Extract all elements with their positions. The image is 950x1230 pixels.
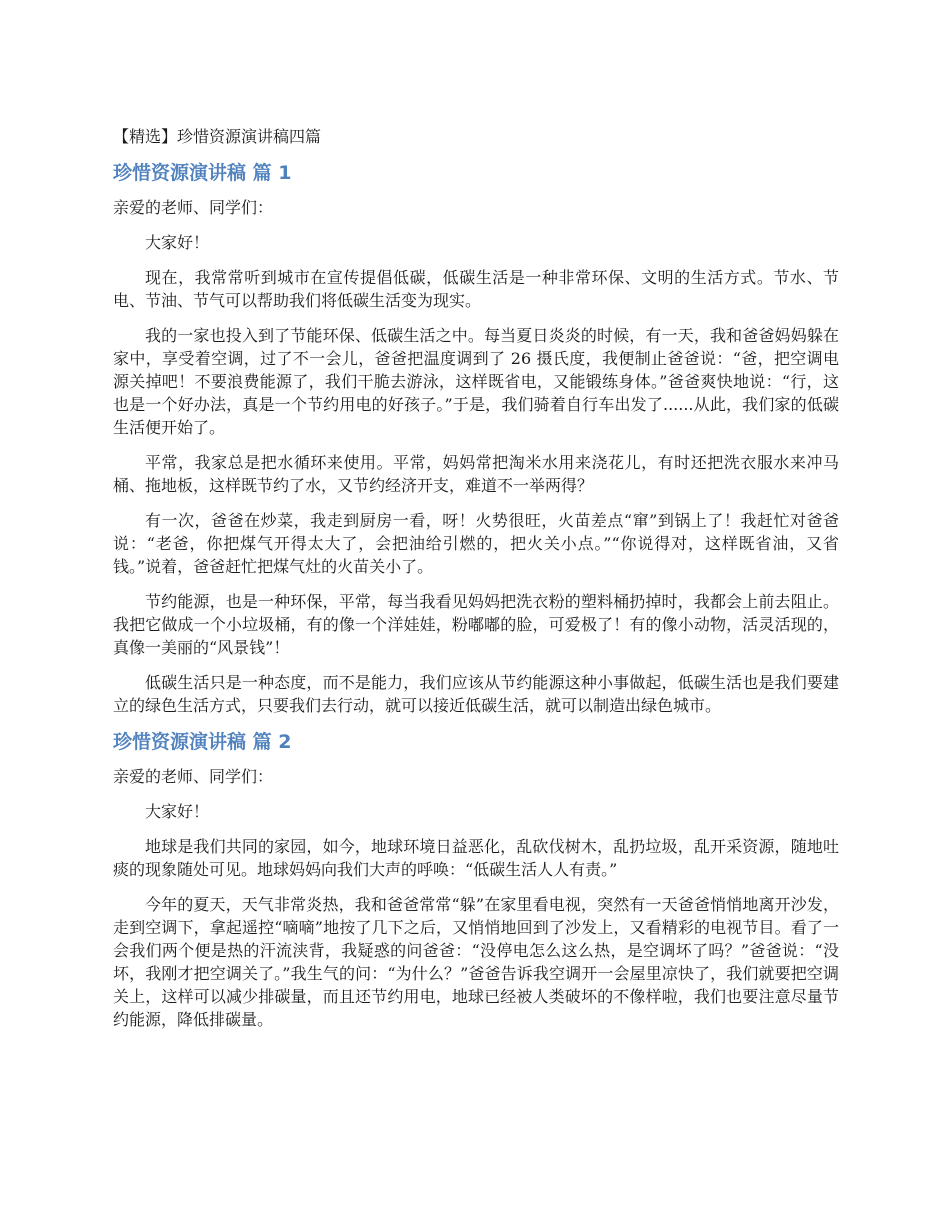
section-heading: 珍惜资源演讲稿 篇 2 [113,731,292,753]
speech-section-1 [113,160,839,717]
paragraph: 大家好！ [145,233,210,252]
salutation: 亲爱的老师、同学们： [113,198,274,217]
paragraph: 节约能源，也是一种环保，平常，每当我看见妈妈把洗衣粉的塑料桶扔掉时，我都会上前去阻止。我把它做成一个小垃圾桶，有的像一个洋娃娃，粉嘟嘟的脸，可爱极了！有的像小动物，活灵活现的，真像一美丽的“风景钱”！ [113,592,839,657]
speech-section-2 [113,729,839,1031]
document-title: 【精选】珍惜资源演讲稿四篇 [113,127,322,146]
paragraph: 今年的夏天，天气非常炎热，我和爸爸常常“躲”在家里看电视，突然有一天爸爸悄悄地离开沙发，走到空调下，拿起遥控“嘀嘀”地按了几下之后，又悄悄地回到了沙发上，又看精彩的电视节目。看了一会我们两个便是热的汗流浃背，我疑惑的问爸爸：“没停电怎么这么热，是空调坏了吗？”爸爸说：“没坏，我刚才把空调关了。”我生气的问：“为什么？”爸爸告诉我空调开一会屋里凉快了，我们就要把空调关上，这样可以减少排碳量，而且还节约用电，地球已经被人类破坏的不像样啦，我们也要注意尽量节约能源，降低排碳量。 [113,895,839,1029]
paragraph: 低碳生活只是一种态度，而不是能力，我们应该从节约能源这种小事做起，低碳生活也是我们要建立的绿色生活方式，只要我们去行动，就可以接近低碳生活，就可以制造出绿色城市。 [113,673,839,715]
section-heading: 珍惜资源演讲稿 篇 1 [113,162,292,184]
document-page [113,124,839,1043]
paragraph: 有一次，爸爸在炒菜，我走到厨房一看，呀！火势很旺，火苗差点“窜”到锅上了！我赶忙对爸爸说：“老爸，你把煤气开得太大了，会把油给引燃的，把火关小点。”“你说得对，这样既省油，又省钱。”说着，爸爸赶忙把煤气灶的火苗关小了。 [113,511,839,576]
paragraph: 大家好！ [145,802,210,821]
salutation: 亲爱的老师、同学们： [113,767,274,786]
paragraph: 现在，我常常听到城市在宣传提倡低碳，低碳生活是一种非常环保、文明的生活方式。节水、节电、节油、节气可以帮助我们将低碳生活变为现实。 [113,268,839,310]
paragraph: 我的一家也投入到了节能环保、低碳生活之中。每当夏日炎炎的时候，有一天，我和爸爸妈妈躲在家中，享受着空调，过了不一会儿，爸爸把温度调到了 26 摄氏度，我便制止爸爸说：“爸，把空调电源关掉吧！不要浪费能源了，我们干脆去游泳，这样既省电，又能锻练身体。”爸爸爽快地说：“行，这也是一个好办法，真是一个节约用电的好孩子。”于是，我们骑着自行车出发了......从此，我们家的低碳生活便开始了。 [113,326,839,437]
paragraph: 平常，我家总是把水循环来使用。平常，妈妈常把淘米水用来浇花儿，有时还把洗衣服水来冲马桶、拖地板，这样既节约了水，又节约经济开支，难道不一举两得？ [113,453,839,495]
paragraph: 地球是我们共同的家园，如今，地球环境日益恶化，乱砍伐树木，乱扔垃圾，乱开采资源，随地吐痰的现象随处可见。地球妈妈向我们大声的呼唤：“低碳生活人人有责。” [113,837,839,879]
